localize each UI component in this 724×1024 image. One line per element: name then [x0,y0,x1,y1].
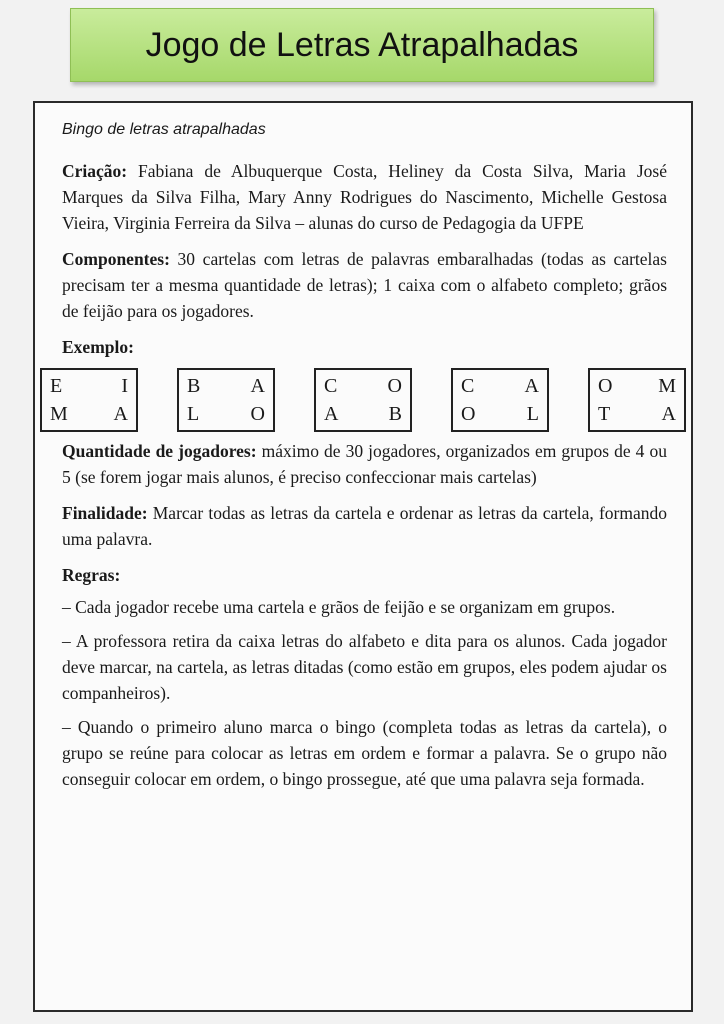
letter: A [250,374,265,397]
creation-paragraph [62,158,667,236]
page-title: Jogo de Letras Atrapalhadas [145,25,579,64]
letter: A [524,374,539,397]
letter: C [461,374,475,397]
purpose-text: Marcar todas as letras da cartela e ordenar as letras da cartela, formando uma palavra. [62,503,667,549]
letter: M [50,402,68,425]
letter: C [324,374,338,397]
letter-card [451,368,549,432]
letter: B [187,374,201,397]
letter: O [461,402,476,425]
purpose-label: Finalidade: [62,503,148,523]
title-banner [70,8,654,82]
letter: A [324,402,339,425]
players-text: máximo de 30 jogadores, organizados em grupos de 4 ou 5 (se forem jogar mais alunos, é preciso confeccionar mais cartelas) [62,441,667,487]
letter: O [250,402,265,425]
game-description-card [33,101,693,1012]
letter: A [113,402,128,425]
letter-card [40,368,138,432]
rules-label: Regras: [62,565,121,585]
letter-card [177,368,275,432]
letter: B [388,402,402,425]
letter: E [50,374,63,397]
creation-text: Fabiana de Albuquerque Costa, Heliney da Costa Silva, Maria José Marques da Silva Filha, Mary Anny Rodrigues do Nascimento, Michelle Gestosa Vieira, Virginia Ferreira da Silva – alunas do curso de Pedagogia da UFPE [62,161,667,233]
example-label: Exemplo: [62,337,134,357]
components-paragraph [62,246,667,324]
letter: O [598,374,613,397]
creation-label: Criação: [62,161,128,181]
rule-item: – Quando o primeiro aluno marca o bingo (completa todas as letras da cartela), o grupo se reúne para colocar as letras em ordem e formar a palavra. Se o grupo não conseguir colocar em ordem, o bingo prossegue, até que uma palavra seja formada. [62,717,667,789]
rule-item: – A professora retira da caixa letras do alfabeto e dita para os alunos. Cada jogador deve marcar, na cartela, as letras ditadas (como estão em grupos, eles podem ajudar os companheiros). [62,631,667,703]
letter: M [658,374,676,397]
components-text: 30 cartelas com letras de palavras embaralhadas (todas as cartelas precisam ter a mesma quantidade de letras); 1 caixa com o alfabeto completo; grãos de feijão para os jogadores. [62,249,667,321]
letter-card [314,368,412,432]
purpose-paragraph [62,500,667,552]
letter: L [187,402,200,425]
example-cards [40,368,686,432]
letter: T [598,402,611,425]
rule-item: – Cada jogador recebe uma cartela e grãos de feijão e se organizam em grupos. [62,597,616,617]
subtitle: Bingo de letras atrapalhadas [62,121,266,138]
players-label: Quantidade de jogadores: [62,441,257,461]
players-paragraph [62,438,667,490]
letter-card [588,368,686,432]
letter: I [121,374,128,397]
letter: A [661,402,676,425]
letter: O [387,374,402,397]
components-label: Componentes: [62,249,170,269]
letter: L [526,402,539,425]
